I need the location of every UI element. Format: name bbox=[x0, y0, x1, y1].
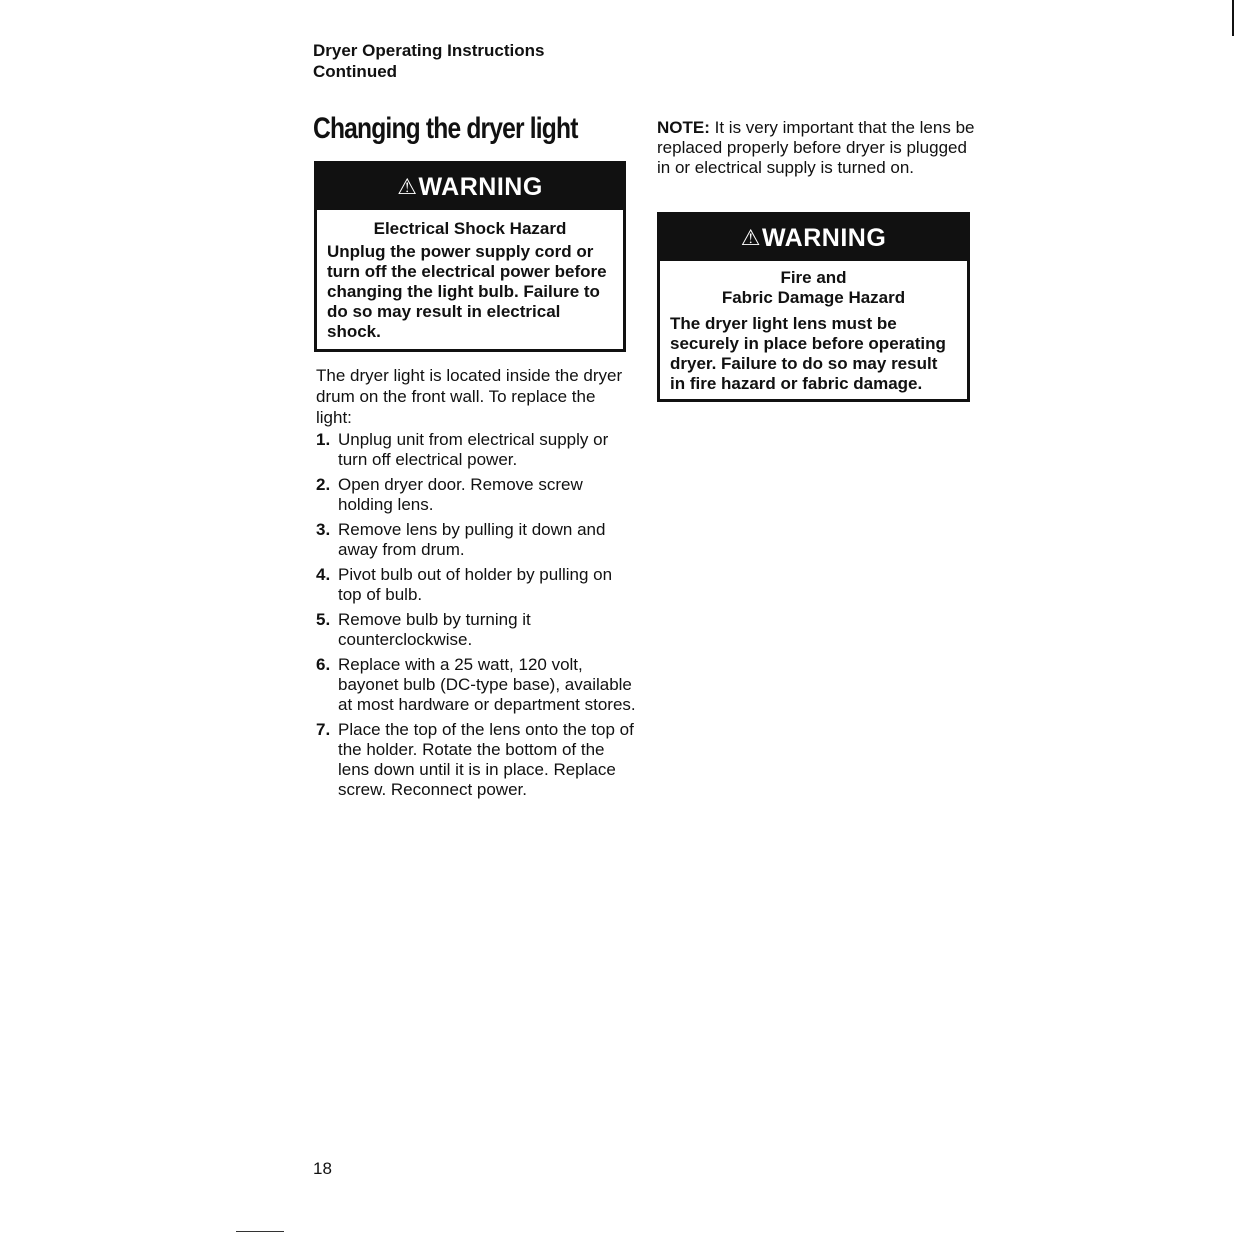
warning-header bbox=[317, 164, 623, 210]
warning-body-text: Unplug the power supply cord or turn off the electrical power before changing the light bulb. Failure to do so may result in electrical shock. bbox=[327, 242, 607, 341]
step-text: Remove lens by pulling it down and away from drum. bbox=[338, 520, 606, 559]
list-item bbox=[316, 520, 636, 560]
step-text: Place the top of the lens onto the top of the holder. Rotate the bottom of the lens down until it is in place. Replace screw. Reconnect power. bbox=[338, 720, 634, 799]
list-item bbox=[316, 565, 636, 605]
list-item bbox=[316, 655, 636, 715]
warning-hazard-title bbox=[660, 268, 967, 308]
step-number: 3. bbox=[316, 520, 331, 539]
electrical-warning-box bbox=[314, 161, 626, 352]
step-text: Pivot bulb out of holder by pulling on top of bulb. bbox=[338, 565, 613, 604]
list-item bbox=[316, 720, 636, 800]
bottom-edge-rule bbox=[236, 1231, 284, 1232]
top-edge-rule bbox=[1232, 0, 1234, 36]
warning-header-label: WARNING bbox=[418, 173, 543, 201]
step-number: 5. bbox=[316, 610, 331, 629]
warning-triangle-icon: ⚠ bbox=[740, 225, 761, 250]
hazard-line: Fabric Damage Hazard bbox=[721, 288, 906, 307]
intro-paragraph: The dryer light is located inside the dryer drum on the front wall. To replace the light: bbox=[316, 366, 623, 427]
fire-warning-box bbox=[657, 212, 970, 402]
list-item bbox=[316, 430, 636, 470]
step-text: Remove bulb by turning it counterclockwise. bbox=[338, 610, 531, 649]
list-item bbox=[316, 610, 636, 650]
running-header-title: Dryer Operating Instructions bbox=[313, 41, 545, 60]
warning-body-text: The dryer light lens must be securely in place before operating dryer. Failure to do so may result in fire hazard or fabric damage. bbox=[670, 314, 946, 393]
step-number: 7. bbox=[316, 720, 331, 739]
step-text: Unplug unit from electrical supply or turn off electrical power. bbox=[338, 430, 609, 469]
hazard-line: Fire and bbox=[780, 268, 847, 287]
warning-triangle-icon: ⚠ bbox=[397, 174, 418, 199]
warning-header-label: WARNING bbox=[761, 224, 887, 252]
warning-hazard-title: Electrical Shock Hazard bbox=[373, 219, 567, 238]
instruction-steps bbox=[316, 430, 636, 805]
list-item bbox=[316, 475, 636, 515]
step-number: 4. bbox=[316, 565, 331, 584]
step-number: 1. bbox=[316, 430, 331, 449]
step-text: Open dryer door. Remove screw holding lens. bbox=[338, 475, 583, 514]
step-number: 6. bbox=[316, 655, 331, 674]
step-text: Replace with a 25 watt, 120 volt, bayonet bulb (DC-type base), available at most hardware or department stores. bbox=[338, 655, 636, 714]
note-label: NOTE: bbox=[657, 118, 710, 137]
note-paragraph bbox=[657, 118, 977, 178]
note-text: It is very important that the lens be replaced properly before dryer is plugged in or electrical supply is turned on. bbox=[657, 118, 975, 177]
warning-header bbox=[660, 215, 967, 261]
step-number: 2. bbox=[316, 475, 331, 494]
section-title: Changing the dryer light bbox=[313, 112, 578, 145]
page-number: 18 bbox=[313, 1159, 332, 1178]
running-header bbox=[313, 40, 544, 82]
running-header-continued: Continued bbox=[313, 62, 398, 81]
